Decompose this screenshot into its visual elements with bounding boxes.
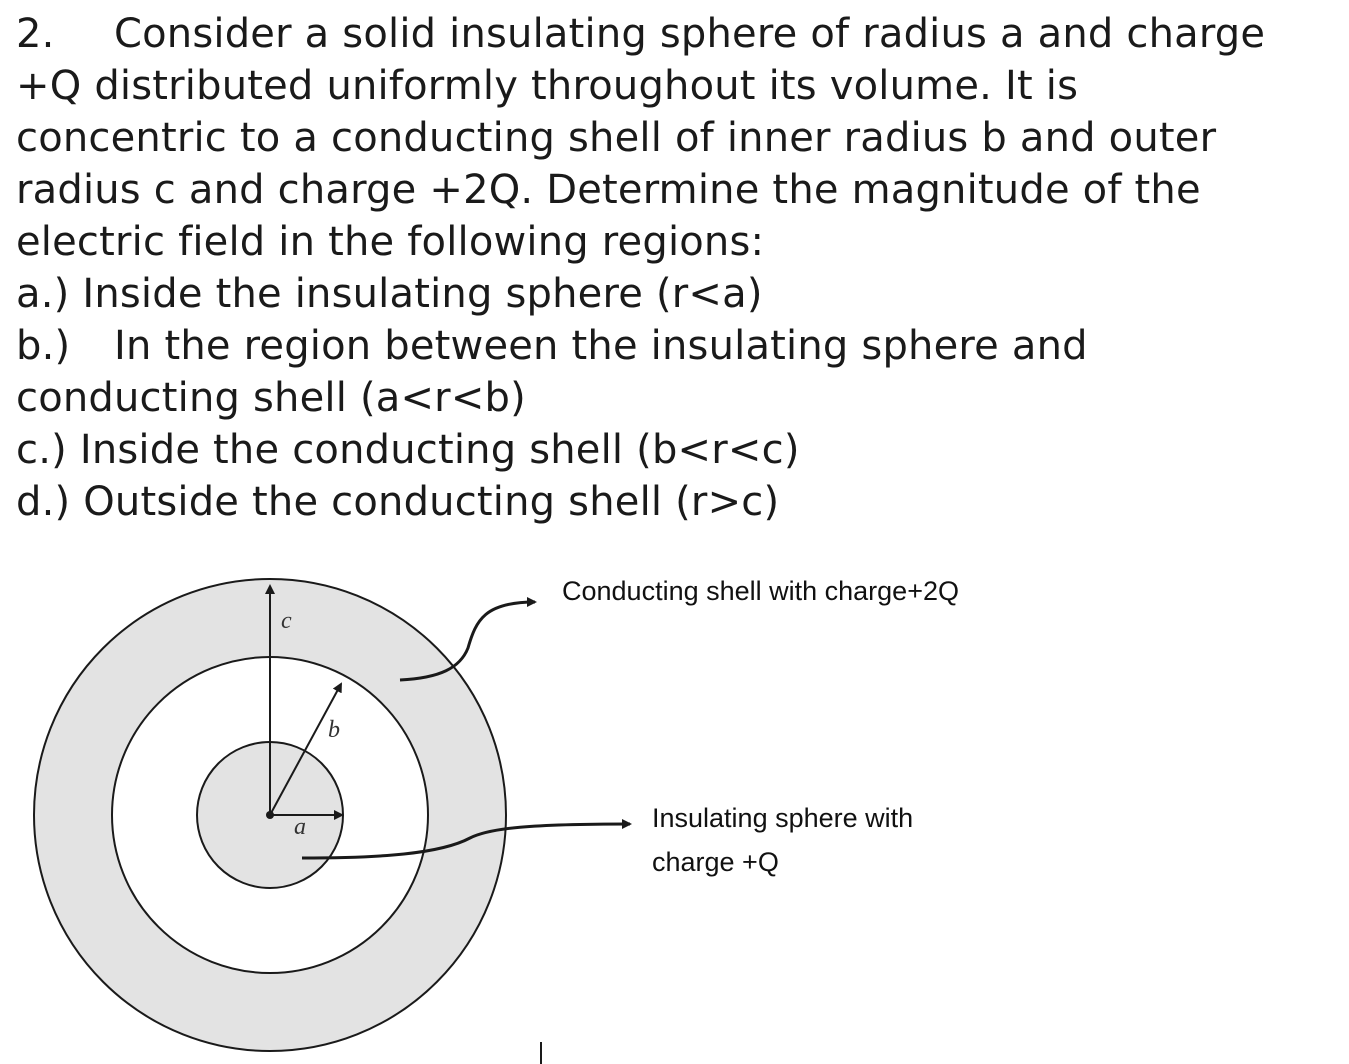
sphere-label-line2: charge +Q (652, 847, 779, 877)
problem-text (16, 8, 1346, 528)
statement-line-4: radius c and charge +2Q. Determine the magnitude of the (16, 167, 1201, 213)
part-b (16, 320, 1346, 372)
radius-b-label: b (328, 717, 340, 743)
statement-line-5: electric field in the following regions: (16, 219, 765, 265)
part-b-continued: conducting shell (a<r<b) (16, 375, 526, 421)
part-d: d.) Outside the conducting shell (r>c) (16, 479, 780, 525)
statement-line-1: 2. Consider a solid insulating sphere of radius a and charge (16, 8, 1346, 60)
radius-a-label: a (294, 814, 306, 840)
statement-line-3: concentric to a conducting shell of inner radius b and outer (16, 115, 1217, 161)
sphere-shell-diagram (0, 540, 1349, 1064)
part-c: c.) Inside the conducting shell (b<r<c) (16, 427, 800, 473)
part-b-text-line1: In the region between the insulating sphere and (114, 323, 1088, 369)
radius-c-label: c (281, 608, 292, 634)
sphere-label-line1: Insulating sphere with (652, 803, 914, 833)
shell-label: Conducting shell with charge+2Q (562, 576, 959, 606)
statement-line-2: +Q distributed uniformly throughout its volume. It is (16, 63, 1079, 109)
problem-number: 2. (16, 11, 55, 57)
part-b-label: b.) (16, 323, 71, 369)
part-a: a.) Inside the insulating sphere (r<a) (16, 271, 763, 317)
